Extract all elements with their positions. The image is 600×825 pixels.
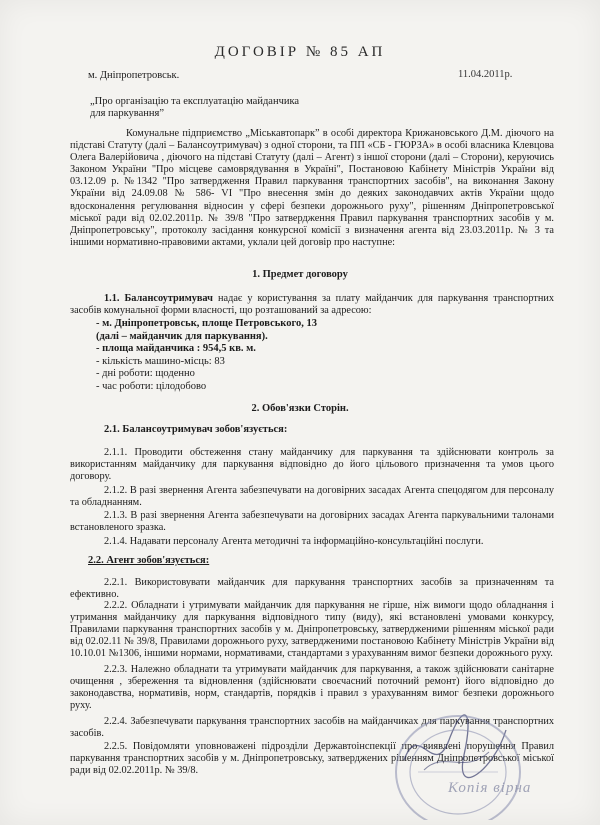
contract-subject: „Про організацію та експлуатацію майданчика для паркування”	[90, 96, 300, 119]
paragraph-2-2-1: 2.2.1. Використовувати майданчик для паркування транспортних засобів за призначенням та ефективно.	[70, 577, 554, 601]
section-2-title: 2. Обов'язки Сторін.	[251, 403, 349, 414]
city: м. Дніпропетровськ.	[88, 70, 180, 81]
paragraph-2-2-3: 2.2.3. Належно обладнати та утримувати майданчик для паркування, а також здійснювати санітарне очищення , збереження та відновлення (здійснювати своєчасний поточний ремонт) його відповідно до законодавства, нормативів, норм, стандартів, порядків і правил з урахуванням вимог безпеки дорожнього руху.	[70, 664, 554, 712]
round-stamp	[338, 712, 538, 820]
contract-date: 11.04.2011р.	[458, 69, 513, 80]
paragraph-1-1	[70, 293, 554, 317]
subsection-2-2-title: 2.2. Агент зобов'язується:	[88, 555, 210, 566]
premises-alias: (далі – майданчик для паркування).	[96, 330, 268, 342]
premises-hours: - час роботи: цілодобово	[96, 380, 207, 392]
paragraph-2-1-1: 2.1.1. Проводити обстеження стану майданчику для паркування та здійснювати контроль за використанням майданчику для паркування відповідно до його цільового призначення та умов цього договору.	[70, 447, 554, 483]
premises-area: - площа майданчика : 954,5 кв. м.	[96, 343, 256, 354]
document-title: ДОГОВІР № 85 АП	[214, 44, 386, 60]
paragraph-1-1-text: надає у користування за плату майданчик для паркування транспортних засобів комунальної форми власності, що розташований за адресою:	[70, 293, 555, 317]
copy-certified-stamp: Копія вірна	[448, 780, 532, 796]
paragraph-2-2-2: 2.2.2. Обладнати і утримувати майданчик для паркування не гірше, ніж вимоги щодо обладнання і утримання майданчику для паркування відповідного типу (виду), які встановлені умовами конкурсу, Правилами паркування транспортних засобів у м. Дніпропетровську, затвердженими рішенням міської ради від 02.02.11 № 39/8, Правилами дорожнього руху, затвердженими постановою Кабінету Міністрів України від 10.10.01 №1306, іншими нормами, нормативами, стандартами з урахуванням вимог безпеки дорожнього руху.	[70, 600, 554, 660]
premises-address: - м. Дніпропетровськ, площе Петровського, 13	[96, 318, 317, 329]
premises-spaces: - кількість машино-місць: 83	[96, 355, 225, 367]
paragraph-2-2-5: 2.2.5. Повідомляти уповноважені підрозділи Державтоінспекції про виявлені порушення Правил паркування транспортних засобів у м. Дніпропетровську, затверджених рішенням Дніпропетровської міської ради від 02.02.2011р. № 39/8.	[70, 741, 554, 777]
subsection-2-1-title: 2.1. Балансоутримувач зобов'язується:	[104, 424, 288, 435]
paragraph-2-1-2: 2.1.2. В разі звернення Агента забезпечувати на договірних засадах Агента спецодягом для персоналу та обладнанням.	[70, 485, 554, 509]
premises-days: - дні роботи: щоденно	[96, 368, 195, 379]
paragraph-2-2-4: 2.2.4. Забезпечувати паркування транспортних засобів на майданчиках для паркування транспортних засобів.	[70, 716, 554, 740]
intro-paragraph: Комунальне підприємство „Міськавтопарк” в особі директора Крижановського Д.М. діючого на підставі Статуту (далі – Балансоутримувач) з одної сторони, та ПП «СБ - ГЮРЗА» в особі власника Клевцова Олега Валерійовича , діючого на підставі Статуту (далі – Агент) з іншої сторони (далі – Сторони), керуючись Законом України "Про місцеве самоврядування в Україні", Постановою Кабінету Міністрів України від 03.12.09 р. №1342 "Про затвердження Правил паркування транспортних засобів", на виконання Закону України від 24.09.08 № 586- VI "Про внесення змін до деяких законодавчих актів України щодо вдосконалення регулювання відносин у сфері безпеки дорожнього руху", рішенням Дніпропетровської міської ради від 02.02.2011р. № 39/8 "Про затвердження Правил паркування транспортних засобів у м. Дніпропетровську", протоколу засідання конкурсної комісії з визначення агента від 23.03.2011р. № 3 та іншими нормативно-правовими актами, уклали цей договір про наступне:	[70, 128, 554, 248]
paragraph-1-1-lead: 1.1. Балансоутримувач	[104, 293, 213, 304]
section-1-title: 1. Предмет договору	[252, 269, 348, 280]
paragraph-2-1-3: 2.1.3. В разі звернення Агента забезпечувати на договірних засадах Агента паркувальними талонами встановленого зразка.	[70, 510, 554, 534]
paragraph-2-1-4: 2.1.4. Надавати персоналу Агента методичні та інформаційно-консультаційні послуги.	[104, 536, 484, 547]
premises-list	[96, 318, 317, 393]
